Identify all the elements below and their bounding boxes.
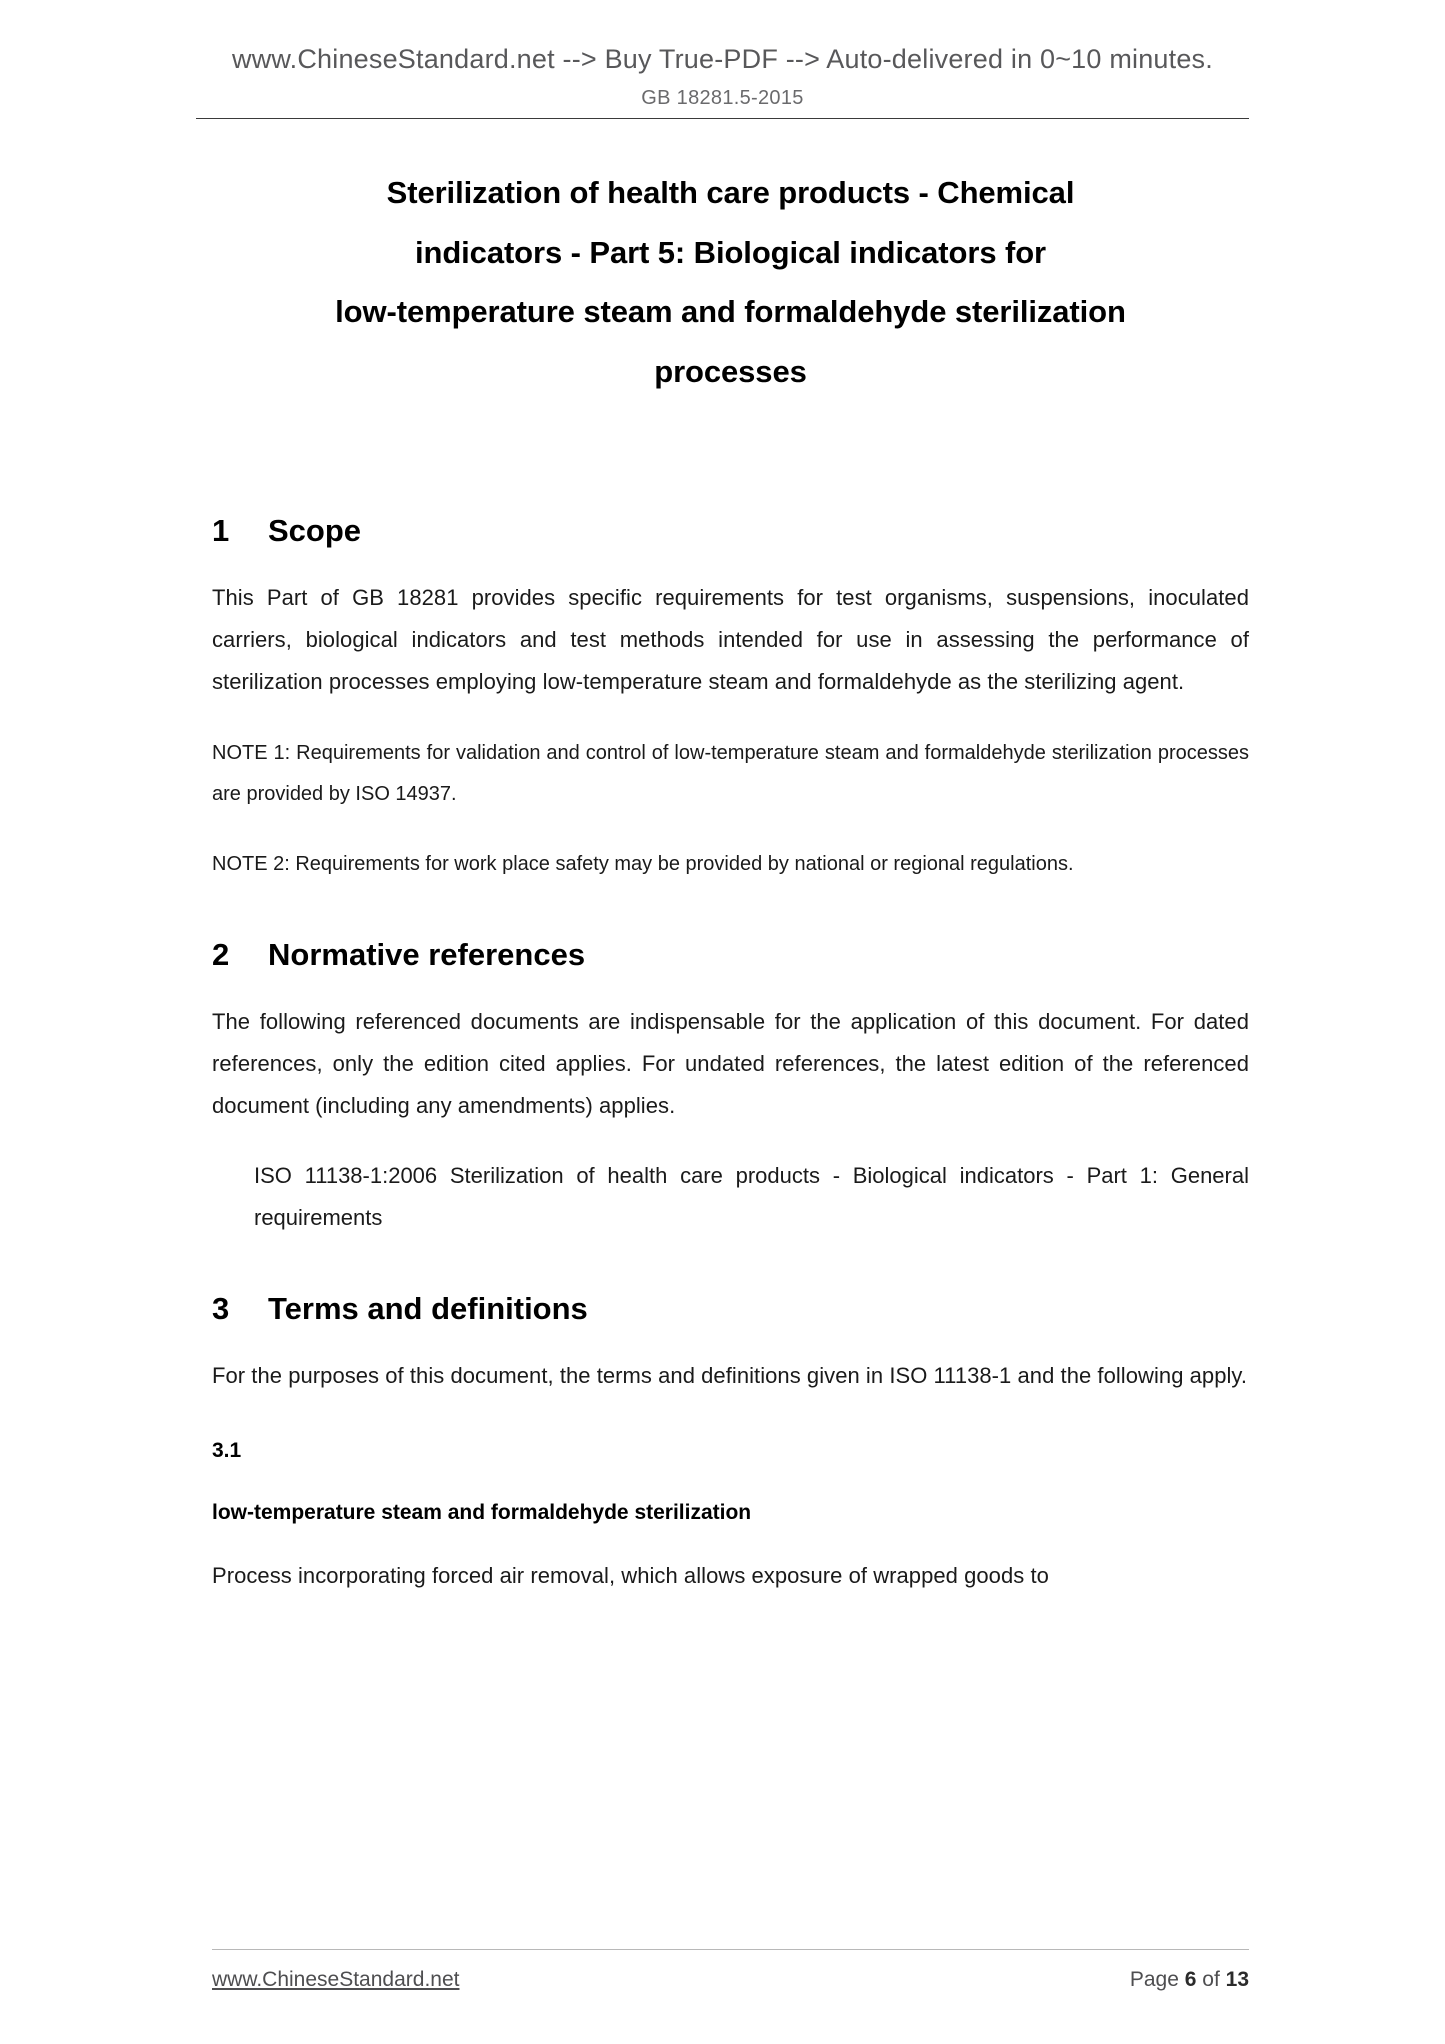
section-title-terms-and-definitions: Terms and definitions bbox=[268, 1290, 588, 1326]
page-footer bbox=[212, 1949, 1249, 1992]
page-prefix: Page bbox=[1129, 1968, 1185, 1991]
document-content bbox=[212, 163, 1249, 1597]
term-number: 3.1 bbox=[212, 1438, 242, 1462]
section-number-1: 1 bbox=[212, 513, 230, 549]
section-heading-normative-references bbox=[212, 937, 1249, 973]
section-title-normative-references: Normative references bbox=[268, 936, 586, 972]
page-current: 6 bbox=[1184, 1968, 1197, 1991]
section-number-2: 2 bbox=[212, 936, 230, 972]
page-indicator bbox=[1130, 1968, 1249, 1992]
scope-note-2: NOTE 2: Requirements for work place safety may be provided by national or regional regulations. bbox=[212, 853, 1074, 876]
section-title-scope: Scope bbox=[268, 513, 362, 549]
standard-number: GB 18281.5-2015 bbox=[641, 87, 804, 109]
section-heading-terms-and-definitions bbox=[212, 1291, 1249, 1327]
terms-intro-paragraph: For the purposes of this document, the terms and definitions given in ISO 11138-1 and the following apply. bbox=[212, 1362, 1248, 1388]
term-name: low-temperature steam and formaldehyde sterilization bbox=[212, 1500, 752, 1524]
title-line-1: Sterilization of health care products - Chemical bbox=[386, 175, 1075, 210]
page-total: 13 bbox=[1225, 1968, 1249, 1991]
footer-divider bbox=[212, 1949, 1249, 1950]
title-line-2: indicators - Part 5: Biological indicators for bbox=[414, 234, 1046, 270]
footer-site-link[interactable]: www.ChineseStandard.net bbox=[212, 1968, 460, 1991]
page-middle: of bbox=[1196, 1968, 1226, 1991]
title-line-4: processes bbox=[654, 353, 807, 389]
scope-note-1: NOTE 1: Requirements for validation and control of low-temperature steam and formaldehyde sterilization processes are provided by ISO 14937. bbox=[212, 742, 1249, 805]
term-definition-paragraph: Process incorporating forced air removal, which allows exposure of wrapped goods to bbox=[212, 1562, 1049, 1588]
section-number-3: 3 bbox=[212, 1290, 230, 1326]
scope-paragraph: This Part of GB 18281 provides specific requirements for test organisms, suspensions, inoculated carriers, biological indicators and test methods intended for use in assessing the performance of sterilization processes employing low-temperature steam and formaldehyde as the sterilizing agent. bbox=[212, 585, 1249, 695]
normative-reference-item: ISO 11138-1:2006 Sterilization of health care products - Biological indicators - Part 1: General requirements bbox=[254, 1162, 1249, 1230]
title-line-3: low-temperature steam and formaldehyde sterilization bbox=[335, 294, 1126, 330]
promo-banner: www.ChineseStandard.net --> Buy True-PDF --> Auto-delivered in 0~10 minutes. bbox=[232, 44, 1213, 74]
section-heading-scope bbox=[212, 513, 1249, 549]
page-title bbox=[212, 163, 1249, 401]
footer-row bbox=[212, 1968, 1249, 1992]
normative-references-paragraph: The following referenced documents are indispensable for the application of this document. For dated references, only the edition cited applies. For undated references, the latest edition of the referenced document (including any amendments) applies. bbox=[212, 1008, 1249, 1118]
header-divider bbox=[196, 118, 1249, 119]
